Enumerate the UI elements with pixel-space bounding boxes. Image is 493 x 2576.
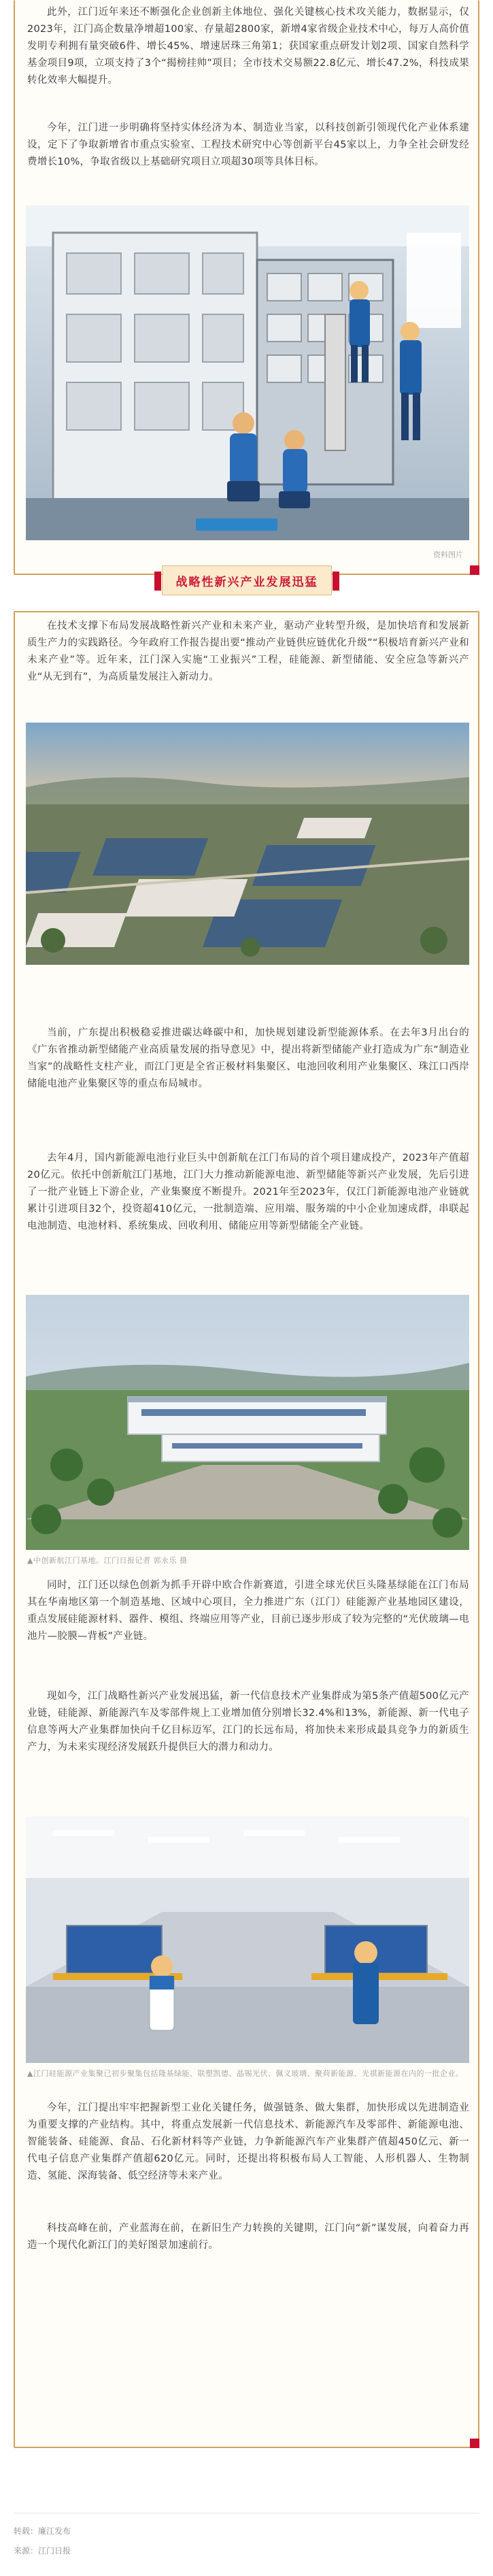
photo-credit: 资料图片 [433, 550, 463, 559]
paragraph-energy-storage: 当前，广东提出积极稳妥推进碳达峰碳中和，加快规划建设新型能源体系。在去年3月出台的《广东省推动新型储能产业高质量发展的指导意见》中，提出将新型储能产业打造成为广东“制造业当家”的战略性支柱产业，而江门更是全省正极材料集聚区、电池回收利用产业集聚区、珠江口西岸储能电池产业集聚区等的重点布局城市。 [27, 1027, 469, 1089]
photo-caption-silicon: ▲江门硅能源产业集聚已初步聚集包括隆基绿能、联塑凯德、晶锡光伏、佩义玻璃、聚荷新能源、光祺新能源在内的一批企业。 [27, 2069, 464, 2078]
footer-editor-label: 转载： [14, 2526, 39, 2536]
footer-editor-value: 廉江发布 [38, 2526, 71, 2536]
footer-source-label: 来源： [14, 2546, 39, 2556]
photo-factory-workers [26, 1817, 469, 2063]
article-frame-top [14, 0, 479, 575]
paragraph-industrial-plan: 今年，江门提出牢牢把握新型工业化关键任务，做强链条、做大集群，加快形成以先进制造业为重要支撑的产业结构。其中，将重点发展新一代信息技术、新能源汽车及零部件、新能源电池、智能装备、硅能源、食品、石化新材料等产业链，力争新能源汽车产业集群产值超450亿元、新一代电子信息产业集群产值超620亿元。同时，还提出将积极布局人工智能、人形机器人、生物制造、氢能、深海装备、低空经济等未来产业。 [27, 2102, 469, 2181]
paragraph-emerging-industry: 在技术支撑下布局发展战略性新兴产业和未来产业，驱动产业转型升级，是加快培育和发展新质生产力的实践路径。今年政府工作报告提出要“推动产业链供应链优化升级”“积极培育新兴产业和未来产业”等。近年来，江门深入实施“工业振兴”工程，硅能源、新型储能、安全应急等新兴产业“从无到有”，为高质量发展注入新动力。 [27, 621, 469, 682]
section-title-badge [162, 565, 332, 595]
footer-source-value: 江门日报 [38, 2546, 71, 2556]
photo-lab-workers [26, 205, 469, 540]
paragraph-innovation-data: 此外，江门近年来还不断强化企业创新主体地位、强化关键核心技术攻关能力，数据显示，仅2023年，江门高企数量净增超100家、存量超2800家，新增4家省级企业技术中心，每万人高价值发明专利拥有量突破6件、增长45%、增速居珠三角第1；获国家重点研发计划2项、国家自然科学基金项目9项，立项支持了3个“揭榜挂帅”项目；全市技术交易额22.8亿元、增长47.2%，科技成果转化效率大幅提升。 [27, 7, 469, 86]
photo-industrial-park-aerial [26, 723, 469, 965]
paragraph-growth-stats: 现如今，江门战略性新兴产业发展迅猛，新一代信息技术产业集群成为第5条产值超500亿元产业链，硅能源、新能源汽车及零部件规上工业增加值分别增长32.4%和13%，新能源、新一代电子信息等两大产业集群加快向千亿目标迈军，江门的长远布局，将加快未来形成最具竞争力的新质生产力，为未来实现经济发展跃升提供巨大的潜力和动力。 [27, 1691, 469, 1753]
photo-battery-base [26, 1295, 469, 1550]
photo-caption-battery: ▲中创新航江门基地。江门日报记者 郭永乐 摄 [27, 1556, 188, 1565]
article-frame-main [14, 611, 479, 2448]
paragraph-silicon-energy: 同时，江门还以绿色创新为抓手开辟中欧合作新赛道，引进全球光伏巨头隆基绿能在江门布局其在华南地区第一个制造基地、区域中心项目，全力推进广东（江门）硅能源产业基地园区建设，重点发展硅能源材料、器件、模组、终端应用等产业，目前已逐步形成了较为完整的“光伏玻璃—电池片—胶膜—背板”产业链。 [27, 1580, 469, 1642]
section-title: 战略性新兴产业发展迅猛 [175, 575, 318, 589]
footer-source [14, 2545, 71, 2556]
paragraph-closing: 科技高峰在前，产业蓝海在前，在新旧生产力转换的关键期，江门向“新”谋发展，向着奋力再造一个现代化新江门的美好图景加速前行。 [27, 2223, 469, 2251]
paragraph-goals: 今年，江门进一步明确将坚持实体经济为本、制造业当家，以科技创新引领现代化产业体系建设，定下了争取新增省市重点实验室、工程技术研究中心等创新平台45家以上，力争全社会研发经费增长10%，争取省级以上基础研究项目立项超30项等具体目标。 [27, 122, 469, 167]
paragraph-battery-industry: 去年4月，国内新能源电池行业巨头中创新航在江门布局的首个项目建成投产，2023年产值超20亿元。依托中创新航江门基地，江门大力推动新能源电池、新型储能等新兴产业发展，先后引进了一批产业链上下游企业，产业集聚度不断提升。2021年至2023年，仅江门新能源电池产业链就累计引进项目32个，投资超410亿元，一批制造端、应用端、服务端的中小企业加速成群，串联起电池制造、电池材料、系统集成、回收利用、储能应用等新型储能全产业链。 [27, 1153, 469, 1232]
footer-editor [14, 2525, 71, 2537]
